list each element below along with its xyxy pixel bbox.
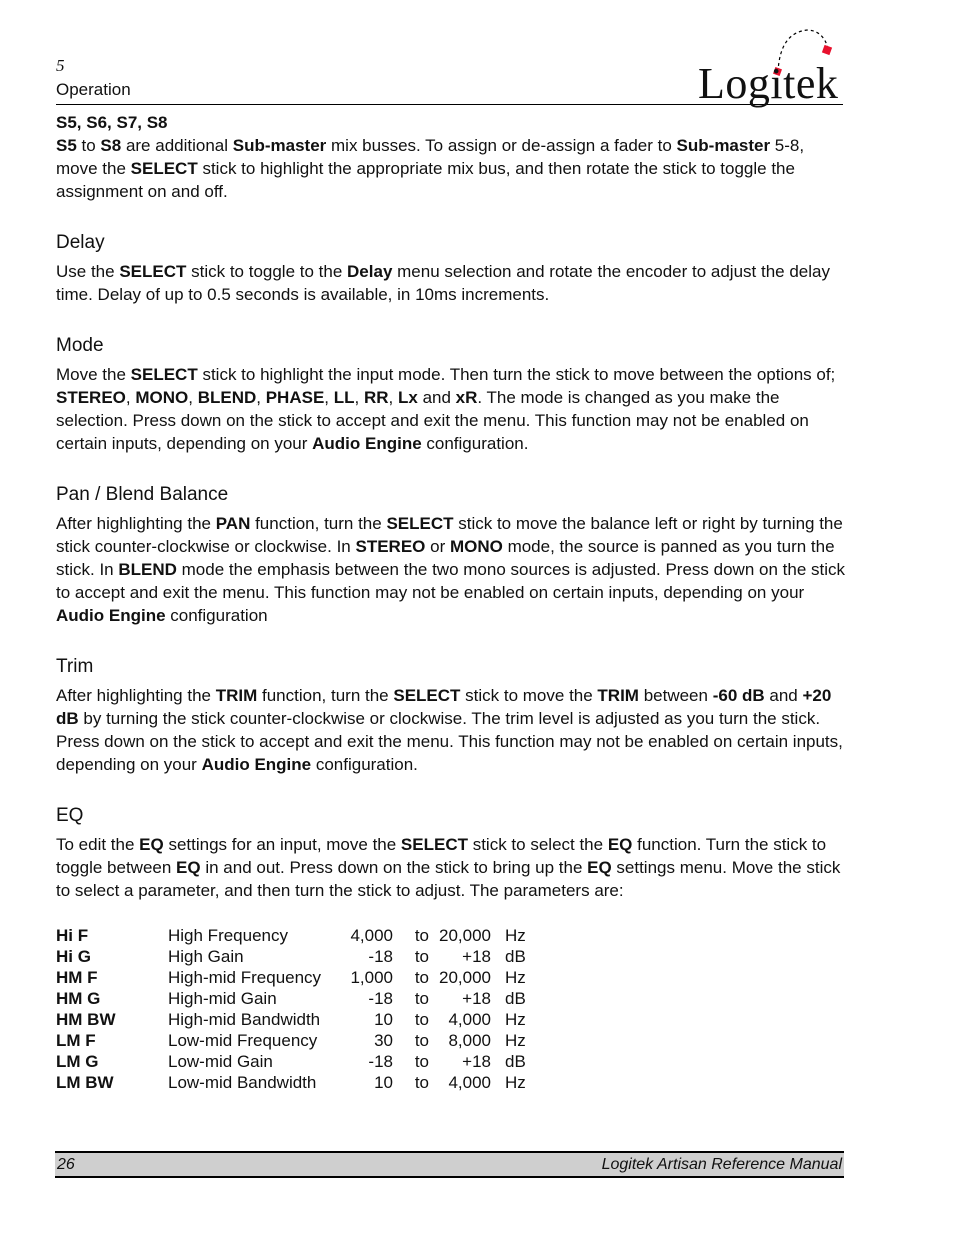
trim-heading: Trim xyxy=(56,656,94,677)
table-row: Hi G High Gain -18 to +18 dB xyxy=(56,947,526,966)
delay-heading: Delay xyxy=(56,232,105,253)
page-number: 26 xyxy=(57,1156,75,1173)
table-row: HM BW High-mid Bandwidth 10 to 4,000 Hz xyxy=(56,1010,526,1029)
manual-title: Logitek Artisan Reference Manual xyxy=(601,1156,842,1173)
logitek-logo xyxy=(698,22,848,108)
page-content xyxy=(56,111,846,1093)
table-row: HM F High-mid Frequency 1,000 to 20,000 Hz xyxy=(56,968,526,987)
eq-paragraph: To edit the EQ settings for an input, move the SELECT stick to select the EQ function. Turn the stick to toggle between EQ in and out. Press down on the stick to bring up the EQ settings menu. Move the stick to select a parameter, and then turn the stick to adjust. The parameters are: xyxy=(56,835,841,900)
chapter-title: Operation xyxy=(56,80,131,99)
pan-paragraph: After highlighting the PAN function, turn the SELECT stick to move the balance left or right by turning the stick counter-clockwise or clockwise. In STEREO or MONO mode, the source is panned as you turn the stick. In BLEND mode the emphasis between the two mono sources is adjusted. Press down on the stick to accept and exit the menu. This function may not be enabled on certain inputs, depending on your Audio Engine configuration xyxy=(56,514,846,625)
delay-paragraph: Use the SELECT stick to toggle to the Delay menu selection and rotate the encoder to adjust the delay time. Delay of up to 0.5 seconds is available, in 10ms increments. xyxy=(56,262,830,304)
logo-wordmark: Logitek xyxy=(698,59,839,108)
eq-parameters-table xyxy=(56,925,545,1093)
pan-heading: Pan / Blend Balance xyxy=(56,484,229,505)
table-row: LM F Low-mid Frequency 30 to 8,000 Hz xyxy=(56,1031,526,1050)
trim-paragraph: After highlighting the TRIM function, turn the SELECT stick to move the TRIM between -60 dB and +20 dB by turning the stick counter-clockwise or clockwise. The trim level is adjusted as you turn the stick. Press down on the stick to accept and exit the menu. This function may not be enabled on certain inputs, depending on your Audio Engine configuration. xyxy=(56,686,843,774)
table-row: LM BW Low-mid Bandwidth 10 to 4,000 Hz xyxy=(56,1073,526,1092)
table-row: Hi F High Frequency 4,000 to 20,000 Hz xyxy=(56,926,526,945)
submaster-title: S5, S6, S7, S8 xyxy=(56,113,168,132)
table-row: LM G Low-mid Gain -18 to +18 dB xyxy=(56,1052,526,1071)
page-footer xyxy=(55,1151,844,1178)
mode-heading: Mode xyxy=(56,335,104,356)
submaster-paragraph: S5 to S8 are additional Sub-master mix busses. To assign or de-assign a fader to Sub-master 5-8, move the SELECT stick to highlight the appropriate mix bus, and then rotate the stick to toggle the assignment on and off. xyxy=(56,136,805,201)
mode-paragraph: Move the SELECT stick to highlight the input mode. Then turn the stick to move between the options of; STEREO, MONO, BLEND, PHASE, LL, RR, Lx and xR. The mode is changed as you make the selection. Press down on the stick to accept and exit the menu. This function may not be enabled on certain inputs, depending on your Audio Engine configuration. xyxy=(56,365,836,453)
table-row: HM G High-mid Gain -18 to +18 dB xyxy=(56,989,526,1008)
chapter-number: 5 xyxy=(56,56,65,75)
eq-heading: EQ xyxy=(56,805,84,826)
